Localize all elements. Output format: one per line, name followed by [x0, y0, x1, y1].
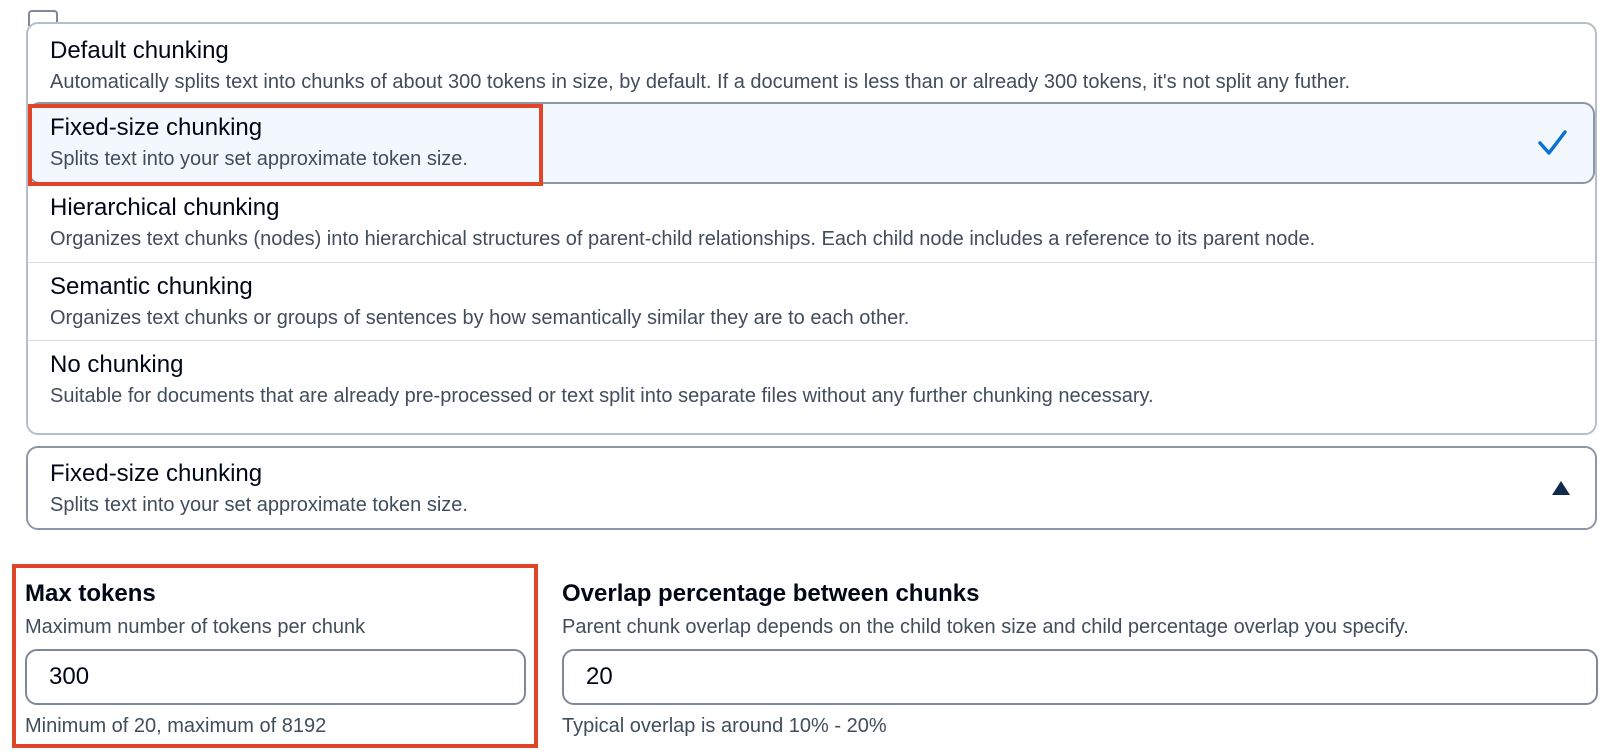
chunking-strategy-options — [26, 22, 1597, 435]
option-title: Default chunking — [50, 37, 229, 64]
overlap-constraint: Typical overlap is around 10% - 20% — [562, 715, 887, 737]
option-title: Fixed-size chunking — [50, 114, 263, 141]
overlap-label: Overlap percentage between chunks — [562, 580, 980, 607]
option-description: Automatically splits text into chunks of about 300 tokens in size, by default. If a document is less than or already 300 tokens, it's not split any futher. — [50, 71, 1351, 93]
option-no-chunking[interactable] — [28, 340, 1595, 435]
overlap-percentage-input[interactable] — [562, 649, 1598, 705]
option-semantic-chunking[interactable] — [28, 262, 1595, 340]
chunking-strategy-select[interactable] — [26, 446, 1597, 530]
max-tokens-label: Max tokens — [25, 580, 156, 607]
option-description: Suitable for documents that are already pre-processed or text split into separate files without any further chunking necessary. — [50, 385, 1154, 407]
option-default-chunking[interactable] — [28, 24, 1595, 102]
overlap-description: Parent chunk overlap depends on the child token size and child percentage overlap you specify. — [562, 616, 1409, 638]
max-tokens-constraint: Minimum of 20, maximum of 8192 — [25, 715, 327, 737]
max-tokens-input[interactable] — [25, 649, 526, 705]
check-icon — [1535, 126, 1569, 160]
option-description: Splits text into your set approximate token size. — [50, 148, 468, 170]
option-description: Organizes text chunks (nodes) into hierarchical structures of parent-child relationships. Each child node includes a reference to its parent node. — [50, 228, 1316, 250]
option-hierarchical-chunking[interactable] — [28, 184, 1595, 262]
max-tokens-description: Maximum number of tokens per chunk — [25, 616, 366, 638]
caret-up-icon — [1551, 480, 1571, 496]
option-fixed-size-chunking[interactable] — [28, 102, 1595, 184]
selected-option-title: Fixed-size chunking — [50, 460, 263, 487]
option-description: Organizes text chunks or groups of sentences by how semantically similar they are to each other. — [50, 307, 910, 329]
option-title: Semantic chunking — [50, 273, 253, 300]
option-title: No chunking — [50, 351, 184, 378]
option-title: Hierarchical chunking — [50, 194, 280, 221]
selected-option-description: Splits text into your set approximate token size. — [50, 494, 468, 516]
